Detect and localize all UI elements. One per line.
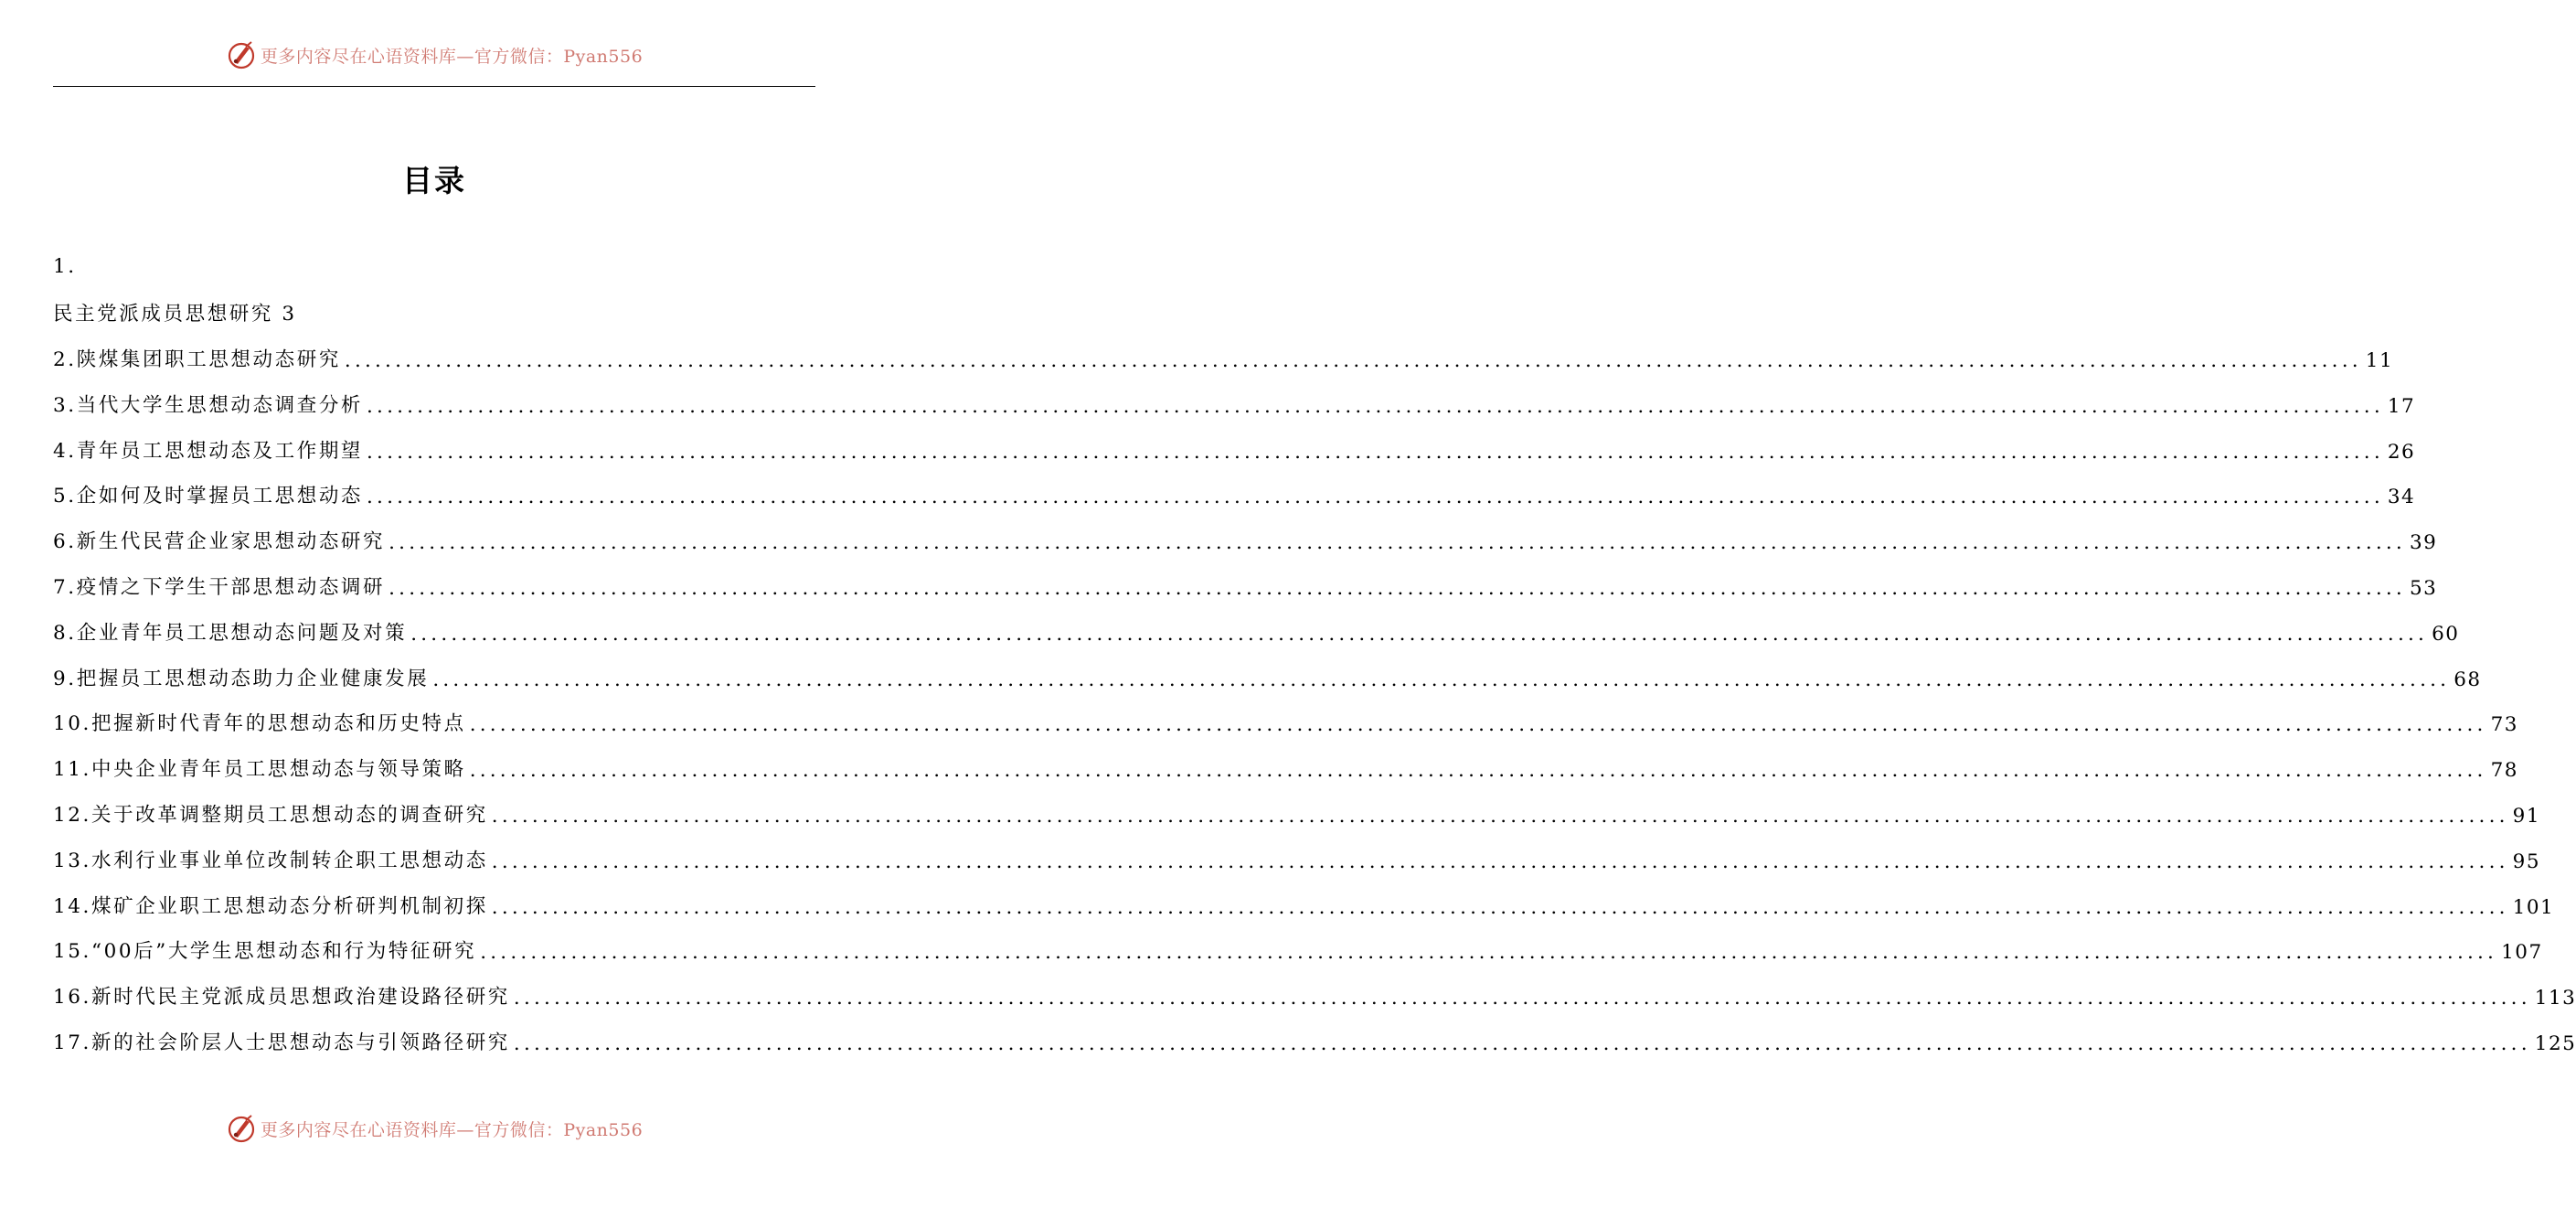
- toc-entry-label: 7.疫情之下学生干部思想动态调研: [53, 575, 386, 599]
- toc-entry-label: 5.企如何及时掌握员工思想动态: [53, 485, 364, 508]
- toc-entry-label: 2.陕煤集团职工思想动态研究: [53, 347, 341, 371]
- toc-entry-label: 6.新生代民营企业家思想动态研究: [53, 530, 386, 554]
- toc-leader-dots: ........................................................................................................................................................................................................: [469, 713, 2487, 737]
- page-title: 目录: [402, 163, 466, 198]
- toc-leader-dots: ........................................................................................................................................................................................................: [367, 486, 2384, 509]
- toc-leader-dots: ........................................................................................................................................................................................................: [344, 348, 2362, 372]
- toc-entry: [53, 791, 2541, 837]
- footer-watermark: [0, 1110, 868, 1147]
- toc-entry-page: 17: [2387, 394, 2416, 418]
- toc-entry-page: 125: [2534, 1031, 2576, 1055]
- toc-leader-dots: ........................................................................................................................................................................................................: [513, 987, 2531, 1010]
- toc-entry-label: 3.当代大学生思想动态调查分析: [53, 393, 364, 417]
- toc-entry: [53, 882, 2555, 927]
- toc-entry-page: 60: [2432, 622, 2460, 646]
- toc-leader-dots: ........................................................................................................................................................................................................: [491, 895, 2509, 919]
- toc-entry-row: [53, 390, 2416, 418]
- toc-entry-label: 8.企业青年员工思想动态问题及对策: [53, 621, 408, 645]
- toc-entry-label: 9.把握员工思想动态助力企业健康发展: [53, 667, 430, 690]
- toc-entry-page: 101: [2512, 895, 2555, 919]
- toc-entry-row: [53, 617, 2460, 646]
- toc-entry: [53, 927, 2543, 973]
- toc-entry-page: 34: [2387, 486, 2416, 509]
- toc-entry-page: 78: [2490, 759, 2518, 783]
- toc-leader-dots: ........................................................................................................................................................................................................: [513, 1031, 2531, 1055]
- toc-entry: [53, 836, 2541, 882]
- toc-entry: [53, 1019, 2576, 1064]
- toc-entry-label: 10.把握新时代青年的思想动态和历史特点: [53, 712, 466, 736]
- toc-entry: [53, 472, 2416, 518]
- toc-entry: [53, 745, 2518, 791]
- toc-entry: [53, 336, 2394, 381]
- quill-pen-seal-icon: [226, 1113, 257, 1144]
- toc-entry: [53, 654, 2482, 700]
- toc-leader-dots: ........................................................................................................................................................................................................: [491, 804, 2509, 828]
- toc-leader-dots: ........................................................................................................................................................................................................: [367, 440, 2384, 464]
- toc-entry-row: [53, 845, 2541, 873]
- toc-leader-dots: ........................................................................................................................................................................................................: [389, 531, 2406, 555]
- toc-entry-1-text: 民主党派成员思想研究 3: [53, 303, 297, 326]
- toc-entry-row: [53, 891, 2555, 919]
- toc-leader-dots: ........................................................................................................................................................................................................: [389, 576, 2406, 600]
- toc-entry: [53, 608, 2460, 654]
- toc-entry: [53, 426, 2416, 472]
- toc-leader-dots: ........................................................................................................................................................................................................: [491, 850, 2509, 873]
- header-watermark: [0, 37, 868, 73]
- toc-entry-label: 11.中央企业青年员工思想动态与领导策略: [53, 758, 466, 782]
- toc-entry-label: 17.新的社会阶层人士思想动态与引领路径研究: [53, 1031, 510, 1054]
- toc-entry-row: [53, 753, 2518, 783]
- header-rule: [53, 86, 815, 87]
- toc-entry-row: [53, 435, 2416, 464]
- toc-entry-row: [53, 344, 2394, 372]
- toc-leader-dots: ........................................................................................................................................................................................................: [410, 622, 2429, 646]
- toc-entry-row: [53, 572, 2438, 600]
- toc-entry-row: [53, 1027, 2576, 1055]
- watermark-text: 更多内容尽在心语资料库—官方微信：Pyan556: [260, 1119, 644, 1140]
- toc-entry-page: 26: [2387, 440, 2416, 464]
- toc-entry-label: 16.新时代民主党派成员思想政治建设路径研究: [53, 986, 510, 1010]
- toc-entry-page: 11: [2365, 348, 2394, 372]
- toc-entry-row: [53, 799, 2541, 828]
- toc-entry-page: 39: [2409, 531, 2438, 555]
- toc-entry-row: [53, 663, 2482, 691]
- toc-entry-page: 113: [2534, 987, 2576, 1010]
- toc-entry: [53, 380, 2416, 426]
- toc-entry-row: [53, 935, 2543, 965]
- toc-entry-row: [53, 981, 2576, 1010]
- toc-leader-dots: ........................................................................................................................................................................................................: [367, 394, 2384, 418]
- toc-entry: [53, 700, 2518, 745]
- toc-entry-row: [53, 708, 2518, 737]
- toc-entry-row: [53, 526, 2438, 555]
- toc-entry: [53, 518, 2438, 563]
- toc-entry-1-number: 1.: [53, 255, 77, 279]
- toc-entry-page: 95: [2512, 850, 2541, 873]
- toc-leader-dots: ........................................................................................................................................................................................................: [469, 759, 2487, 783]
- toc-entry: [53, 973, 2576, 1019]
- quill-pen-seal-icon: [226, 39, 257, 70]
- toc-entry-label: 4.青年员工思想动态及工作期望: [53, 439, 364, 463]
- toc-entry: [53, 563, 2438, 609]
- toc-entry-label: 13.水利行业事业单位改制转企职工思想动态: [53, 849, 488, 872]
- toc-leader-dots: ........................................................................................................................................................................................................: [432, 668, 2451, 691]
- watermark-text: 更多内容尽在心语资料库—官方微信：Pyan556: [260, 46, 644, 67]
- toc-entry-page: 73: [2490, 713, 2518, 737]
- toc-entry-page: 68: [2454, 668, 2482, 691]
- toc-entry-label: 14.煤矿企业职工思想动态分析研判机制初探: [53, 894, 488, 918]
- table-of-contents: [53, 244, 2576, 1063]
- toc-entry-page: 91: [2512, 804, 2541, 828]
- toc-leader-dots: ........................................................................................................................................................................................................: [480, 941, 2498, 965]
- toc-entry-label: 15.“00后”大学生思想动态和行为特征研究: [53, 940, 477, 964]
- toc-entry-label: 12.关于改革调整期员工思想动态的调查研究: [53, 803, 488, 827]
- toc-entry-row: [53, 480, 2416, 509]
- toc-entry-page: 107: [2501, 941, 2543, 965]
- toc-entry-page: 53: [2409, 576, 2438, 600]
